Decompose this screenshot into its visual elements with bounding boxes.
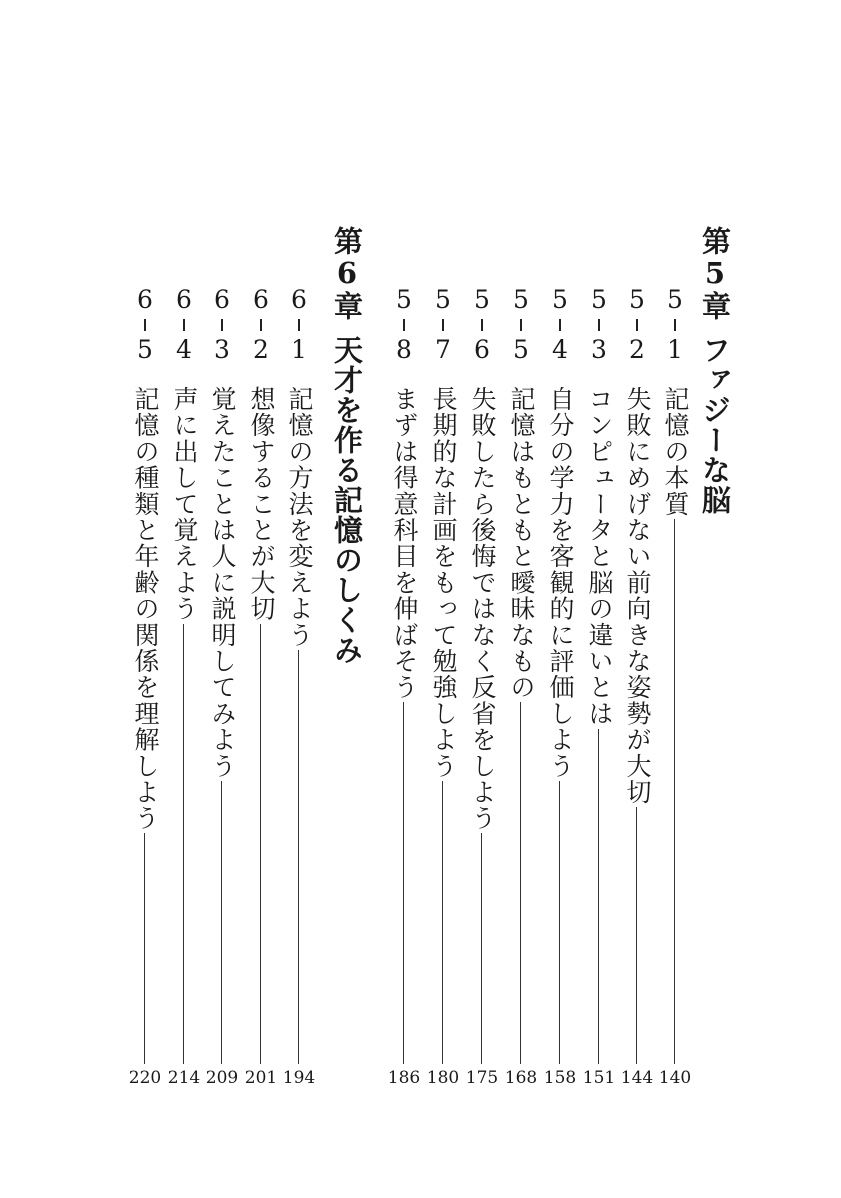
section-title: コンピュータと脳の違いとは [585,386,614,727]
toc-entry[interactable] [582,285,616,1106]
section-minor: 5 [513,335,529,364]
section-number [429,286,457,364]
section-number [247,286,275,364]
leader-line [636,807,637,1064]
toc-entry[interactable] [205,285,239,1106]
section-title: 自分の学力を客観的に評価しよう [546,386,575,779]
section-title: 声に出して覚えよう [170,386,199,622]
section-minor: 3 [591,335,607,364]
section-separator [481,319,483,331]
page-number: 168 [504,1068,538,1088]
page-number: 209 [205,1068,239,1088]
section-number [170,286,198,364]
section-title: 失敗したら後悔ではなく反省をしよう [468,386,497,832]
section-minor: 1 [667,335,683,364]
page-number: 186 [387,1068,421,1088]
section-separator [559,319,561,331]
chapter-heading [330,226,368,665]
section-separator [221,319,223,331]
section-major: 5 [435,285,451,314]
section-title: 記憶はもともと曖昧なもの [507,386,536,701]
section-separator [183,319,185,331]
toc-entry[interactable] [167,285,201,1106]
leader-line [520,702,521,1064]
section-minor: 2 [253,335,269,364]
toc-entry[interactable] [620,285,654,1106]
toc-entry[interactable] [543,285,577,1106]
section-separator [260,319,262,331]
toc-entry[interactable] [426,285,460,1106]
section-major: 5 [552,285,568,314]
leader-line [442,781,443,1064]
section-title: 記憶の種類と年齢の関係を理解しよう [131,386,160,832]
leader-line [674,519,675,1064]
section-number [208,286,236,364]
section-separator [298,319,300,331]
leader-line [298,650,299,1064]
page-number: 151 [582,1068,616,1088]
leader-line [559,781,560,1064]
leader-line [183,624,184,1064]
leader-line [598,729,599,1064]
toc-entry[interactable] [387,285,421,1106]
page-number: 140 [658,1068,692,1088]
section-major: 6 [176,285,192,314]
section-minor: 1 [291,335,307,364]
section-number [131,286,159,364]
section-major: 6 [214,285,230,314]
section-title: 記憶の方法を変えよう [285,386,314,648]
page-number: 214 [167,1068,201,1088]
page-number: 180 [426,1068,460,1088]
section-major: 5 [591,285,607,314]
section-title: まずは得意科目を伸ばそう [390,386,419,701]
leader-line [144,833,145,1064]
page-number: 175 [465,1068,499,1088]
section-separator [674,319,676,331]
leader-line [221,781,222,1064]
section-minor: 8 [396,335,412,364]
section-number [390,286,418,364]
section-separator [598,319,600,331]
section-minor: 4 [176,335,192,364]
section-number [507,286,535,364]
section-separator [403,319,405,331]
page-number: 144 [620,1068,654,1088]
section-title: 想像することが大切 [247,386,276,622]
section-major: 5 [629,285,645,314]
section-number [661,286,689,364]
section-minor: 7 [435,335,451,364]
section-minor: 2 [629,335,645,364]
section-minor: 6 [474,335,490,364]
toc-entry[interactable] [244,285,278,1106]
chapter-title: ファジーな脳 [698,335,732,515]
toc-entry[interactable] [282,285,316,1106]
section-major: 5 [513,285,529,314]
section-title: 長期的な計画をもって勉強しよう [429,386,458,779]
section-title: 記憶の本質 [661,386,690,517]
chapter-number: 第5章 [698,226,732,321]
section-minor: 5 [137,335,153,364]
toc-entry[interactable] [658,285,692,1106]
section-minor: 3 [214,335,230,364]
section-number [546,286,574,364]
toc-entry[interactable] [465,285,499,1106]
section-separator [442,319,444,331]
section-separator [520,319,522,331]
section-minor: 4 [552,335,568,364]
section-number [468,286,496,364]
chapter-number: 第6章 [330,226,364,321]
page-number: 220 [128,1068,162,1088]
section-number [585,286,613,364]
section-major: 5 [396,285,412,314]
section-separator [636,319,638,331]
chapter-title: 天才を作る記憶のしくみ [330,335,364,665]
toc-entry[interactable] [504,285,538,1106]
section-number [285,286,313,364]
section-major: 6 [291,285,307,314]
section-major: 5 [474,285,490,314]
section-separator [144,319,146,331]
toc-entry[interactable] [128,285,162,1106]
section-major: 5 [667,285,683,314]
section-major: 6 [137,285,153,314]
section-number [623,286,651,364]
section-title: 覚えたことは人に説明してみよう [208,386,237,779]
leader-line [403,702,404,1064]
page-number: 201 [244,1068,278,1088]
chapter-heading [698,226,736,515]
page-number: 194 [282,1068,316,1088]
leader-line [481,833,482,1064]
section-title: 失敗にめげない前向きな姿勢が大切 [623,386,652,806]
section-major: 6 [253,285,269,314]
page-number: 158 [543,1068,577,1088]
leader-line [260,624,261,1064]
